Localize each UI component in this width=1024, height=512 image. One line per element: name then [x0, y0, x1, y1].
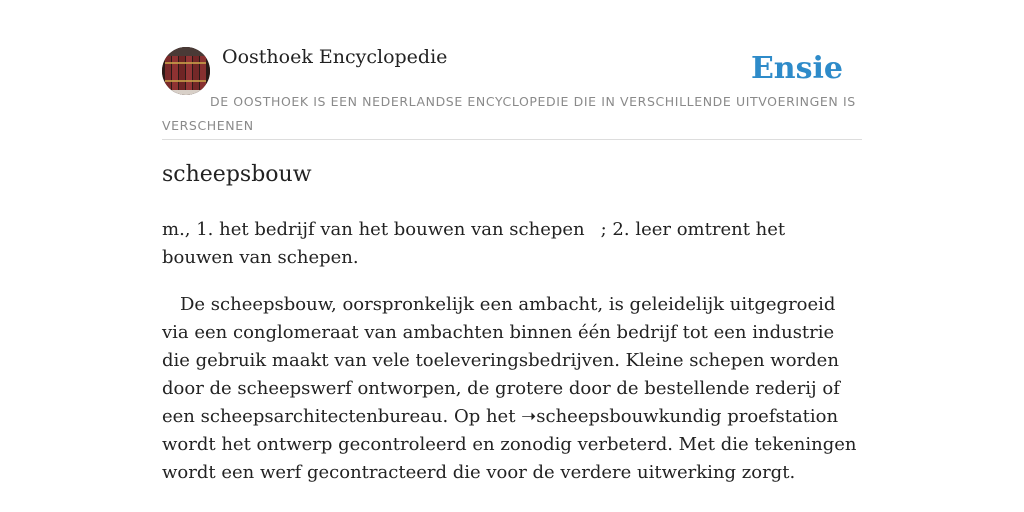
cross-reference-link[interactable] — [521, 406, 838, 427]
brand-logo[interactable]: Ensie — [750, 51, 843, 86]
arrow-right-icon: ➝ — [521, 406, 537, 427]
cross-reference-label: scheepsbouwkundig proefstation — [536, 406, 839, 427]
entry-definition — [162, 216, 862, 272]
entry-title: scheepsbouw — [162, 162, 312, 187]
body-text-after-link: wordt het ontwerp gecontroleerd en zonodig verbeterd. Met die tekeningen wordt een werf gecontracteerd die voor de verdere uitwerking zorgt. — [162, 434, 857, 483]
definition-part-2: ; 2. leer omtrent het bouwen van schepen. — [162, 219, 786, 268]
site-tagline: DE OOSTHOEK IS EEN NEDERLANDSE ENCYCLOPEDIE DIE IN VERSCHILLENDE UITVOERINGEN IS VERSCHENEN — [162, 94, 856, 133]
site-header — [162, 0, 862, 140]
definition-part-1: m., 1. het bedrijf van het bouwen van schepen — [162, 219, 585, 240]
page — [162, 0, 862, 483]
entry-body — [162, 291, 862, 487]
body-text-before-link: De scheepsbouw, oorspronkelijk een ambacht, is geleidelijk uitgegroeid via een conglomeraat van ambachten binnen één bedrijf tot een industrie die gebruik maakt van vele toeleveringsbedrijven. Kleine schepen worden door de scheepswerf ontworpen, de grotere door de bestellende rederij of een scheepsarchitectenbureau. Op het — [162, 294, 840, 427]
book-spines-icon — [162, 47, 210, 95]
avatar[interactable] — [162, 47, 210, 95]
site-title[interactable]: Oosthoek Encyclopedie — [222, 46, 448, 68]
